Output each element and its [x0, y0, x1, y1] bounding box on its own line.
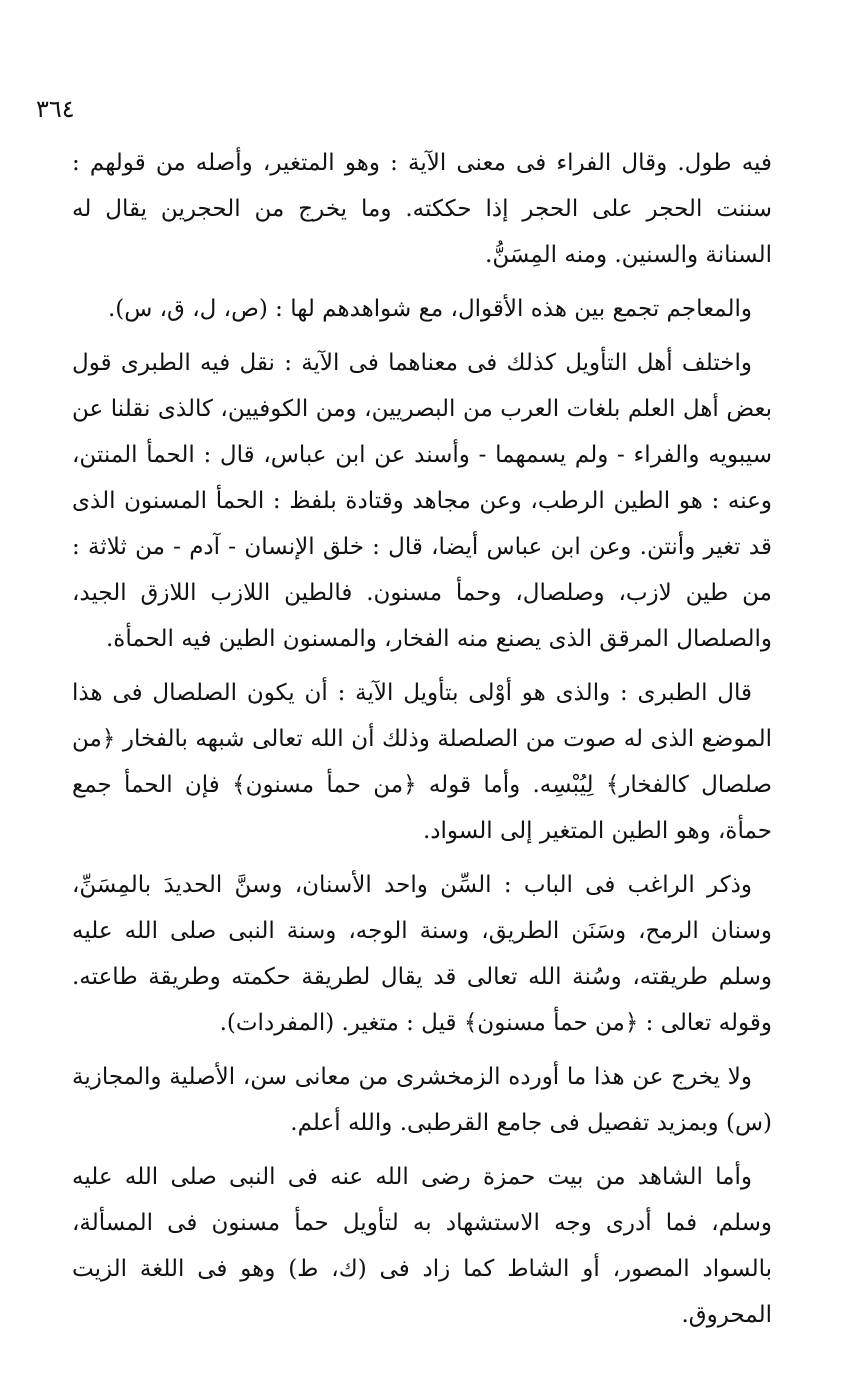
page-number: ٣٦٤: [36, 95, 75, 123]
paragraph: قال الطبرى : والذى هو أوْلى بتأويل الآية : أن يكون الصلصال فى هذا الموضع الذى له صوت من الصلصلة وذلك أن الله تعالى شبهه بالفخار ﴿من صلصال كالفخار﴾ لِيُبْسِه. وأما قوله ﴿من حمأ مسنون﴾ فإن الحمأ جمع حمأة، وهو الطين المتغير إلى السواد.: [72, 680, 772, 844]
paragraph: فيه طول. وقال الفراء فى معنى الآية : وهو المتغير، وأصله من قولهم : سننت الحجر على الحجر إذا حككته. وما يخرج من الحجرين يقال له السنانة والسنين. ومنه المِسَنُّ.: [72, 150, 772, 268]
paragraph: ولا يخرج عن هذا ما أورده الزمخشرى من معانى سن، الأصلية والمجازية (س) وبمزيد تفصيل فى جامع القرطبى. والله أعلم.: [72, 1064, 772, 1136]
paragraph: واختلف أهل التأويل كذلك فى معناهما فى الآية : نقل فيه الطبرى قول بعض أهل العلم بلغات العرب من البصريين، ومن الكوفيين، كالذى نقلنا عن سيبويه والفراء - ولم يسمهما - وأسند عن ابن عباس، قال : الحمأ المنتن، وعنه : هو الطين الرطب، وعن مجاهد وقتادة بلفظ : الحمأ المسنون الذى قد تغير وأنتن. وعن ابن عباس أيضا، قال : خلق الإنسان - آدم - من ثلاثة : من طين لازب، وصلصال، وحمأ مسنون. فالطين اللازب اللازق الجيد، والصلصال المرقق الذى يصنع منه الفخار، والمسنون الطين فيه الحمأة.: [72, 350, 772, 652]
paragraph: وذكر الراغب فى الباب : السِّن واحد الأسنان، وسنَّ الحديدَ بالمِسَنِّ، وسنان الرمح، وسَنَن الطريق، وسنة الوجه، وسنة النبى صلى الله عليه وسلم طريقته، وسُنة الله تعالى قد يقال لطريقة حكمته وطريقة طاعته. وقوله تعالى : ﴿من حمأ مسنون﴾ قيل : متغير. (المفردات).: [72, 872, 772, 1036]
body-text: [72, 140, 772, 1346]
paragraph: والمعاجم تجمع بين هذه الأقوال، مع شواهدهم لها : (ص، ل، ق، س).: [107, 296, 752, 322]
paragraph: وأما الشاهد من بيت حمزة رضى الله عنه فى النبى صلى الله عليه وسلم، فما أدرى وجه الاستشهاد به لتأويل حمأ مسنون فى المسألة، بالسواد المصور، أو الشاط كما زاد فى (ك، ط) وهو فى اللغة الزيت المحروق.: [72, 1164, 772, 1328]
